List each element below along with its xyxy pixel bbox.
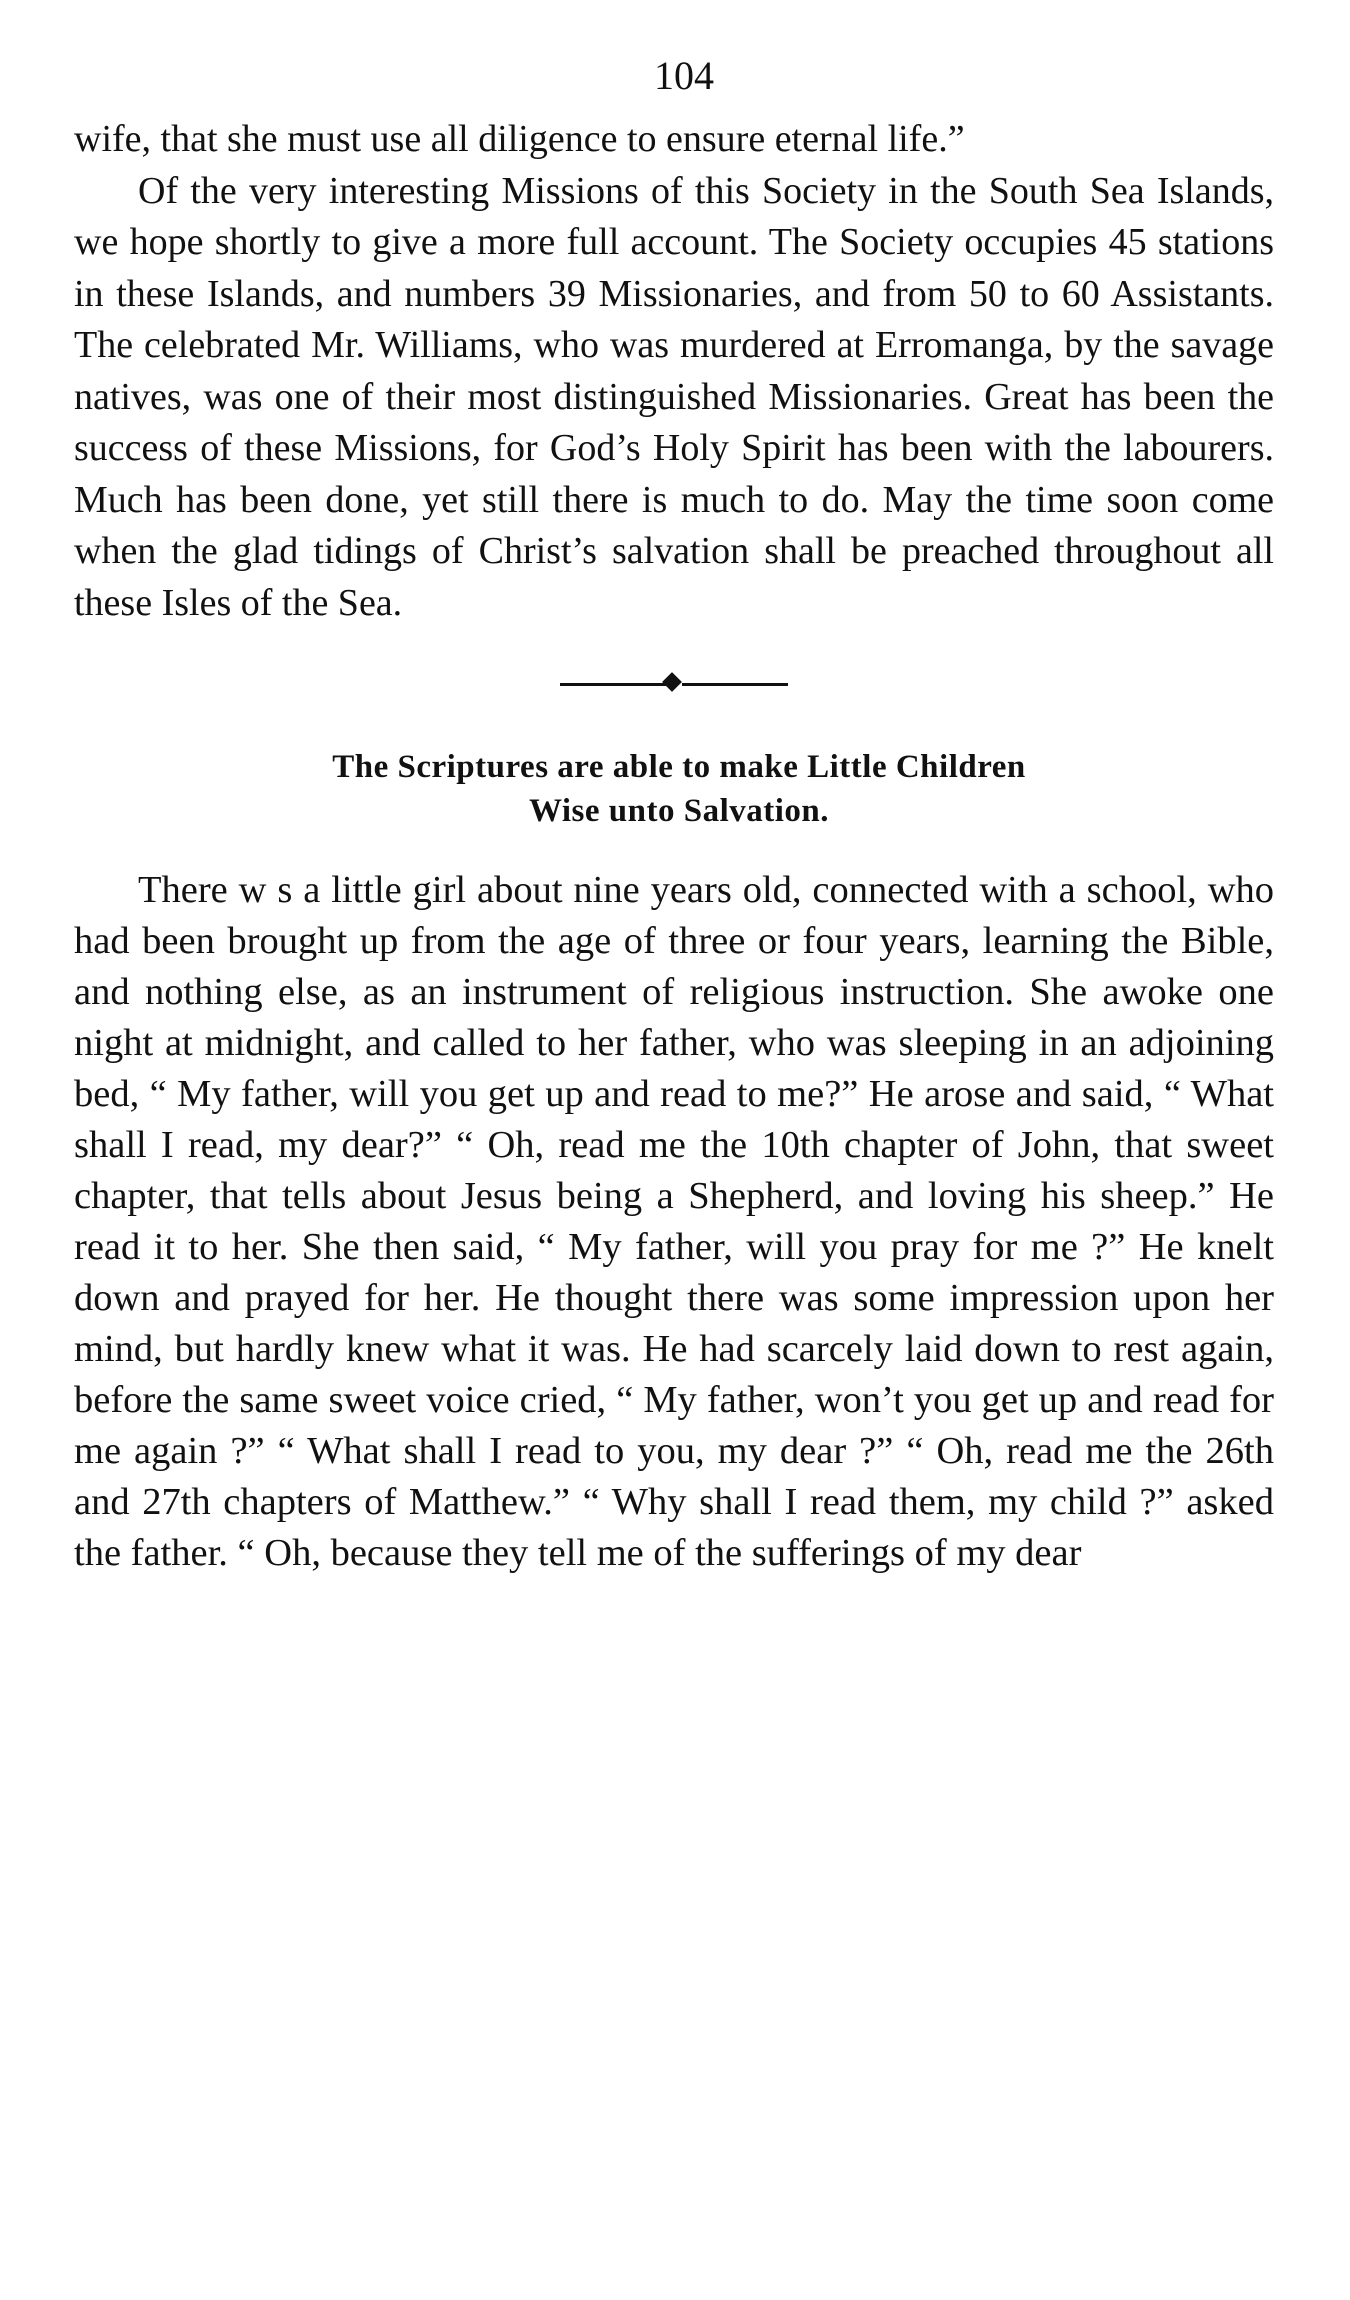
divider-rule-left (560, 683, 666, 686)
missions-paragraph: Of the very interesting Missions of this Society in the South Sea Islands, we hope shortly to give a more full account. The Society occupies 45 stations in these Islands, and numbers 39 Missionaries, and from 50 to 60 Assistants. The celebrated Mr. Williams, who was murdered at Erromanga, by the savage natives, was one of their most distinguished Missionaries. Great has been the success of these Missions, for God’s Holy Spirit has been with the labourers. Much has been done, yet still there is much to do. May the time soon come when the glad tidings of Christ’s salvation shall be preached throughout all these Isles of the Sea. (74, 169, 1274, 624)
article-title-line-2: Wise unto Salvation. (528, 793, 830, 829)
page-number: 104 (654, 53, 714, 98)
section-divider (560, 671, 788, 697)
divider-diamond-ornament (662, 672, 682, 692)
article-title-line-1: The Scriptures are able to make Little Children (332, 749, 1026, 785)
continuation-paragraph: wife, that she must use all diligence to ensure eternal life.” (74, 118, 965, 160)
book-page (74, 48, 1274, 1579)
article-title (74, 745, 1274, 833)
divider-rule-right (682, 683, 788, 686)
article-body-paragraph: There w s a little girl about nine years old, connected with a school, who had been brought up from the age of three or four years, learning the Bible, and nothing else, as an instrument of religious instruction. She awoke one night at midnight, and called to her father, who was sleeping in an adjoining bed, “ My father, will you get up and read to me?” He arose and said, “ What shall I read, my dear?” “ Oh, read me the 10th chapter of John, that sweet chapter, that tells about Jesus being a Shepherd, and loving his sheep.” He read it to her. She then said, “ My father, will you pray for me ?” He knelt down and prayed for her. He thought there was some impression upon her mind, but hardly knew what it was. He had scarcely laid down to rest again, before the same sweet voice cried, “ My father, won’t you get up and read for me again ?” “ What shall I read to you, my dear ?” “ Oh, read me the 26th and 27th chapters of Matthew.” “ Why shall I read them, my child ?” asked the father. “ Oh, because they tell me of the sufferings of my dear (74, 869, 1274, 1574)
